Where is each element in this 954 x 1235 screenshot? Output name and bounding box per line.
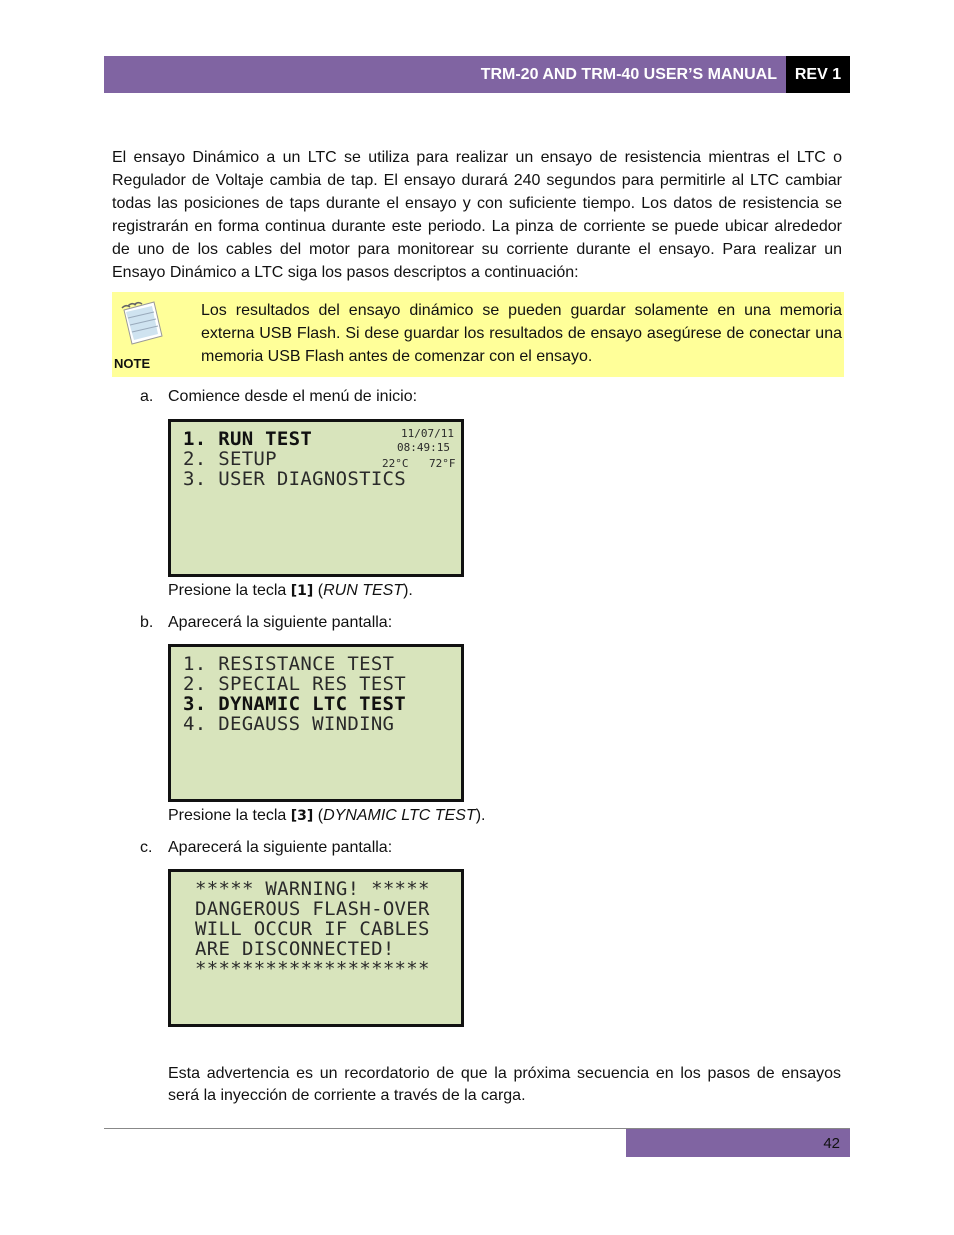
lcd-line: 1. RUN TEST [183, 428, 313, 450]
action-label: DYNAMIC LTC TEST [323, 807, 476, 824]
lcd-time: 08:49:15 [397, 441, 450, 454]
lcd-line: DANGEROUS FLASH-OVER [195, 898, 430, 920]
step-b-letter: b. [140, 614, 154, 631]
header-bar [104, 56, 786, 93]
note-label: NOTE [114, 356, 151, 371]
revision-badge [786, 56, 850, 93]
step-b-text: Aparecerá la siguiente pantalla: [168, 614, 393, 631]
lcd-line: 1. RESISTANCE TEST [183, 653, 395, 675]
press-prefix: Presione la tecla [168, 807, 287, 824]
lcd-screen-warning [168, 869, 464, 1027]
note-box [112, 292, 844, 377]
lcd-temp-f: 72°F [429, 457, 456, 470]
notepad-icon [116, 298, 168, 348]
lcd-line: ***** WARNING! ***** [195, 878, 430, 900]
manual-title: TRM-20 AND TRM-40 USER’S MANUAL [480, 65, 777, 83]
lcd-date: 11/07/11 [401, 427, 454, 440]
step-c-text: Aparecerá la siguiente pantalla: [168, 839, 393, 856]
lcd-line: 3. USER DIAGNOSTICS [183, 468, 407, 490]
key-label: [3] [290, 808, 314, 824]
lcd-line: 3. DYNAMIC LTC TEST [183, 693, 407, 715]
lcd-line: ARE DISCONNECTED! [195, 938, 395, 960]
lcd-line: 2. SPECIAL RES TEST [183, 673, 407, 695]
page-number: 42 [823, 1134, 840, 1152]
press-instruction-a: Presione la tecla [1] (RUN TEST). [168, 582, 413, 599]
step-c-letter: c. [140, 839, 153, 856]
press-prefix: Presione la tecla [168, 582, 287, 599]
step-a-letter: a. [140, 388, 154, 405]
lcd-line: 4. DEGAUSS WINDING [183, 713, 395, 735]
lcd-screen-main-menu [168, 419, 464, 577]
press-instruction-b: Presione la tecla [3] (DYNAMIC LTC TEST). [168, 807, 486, 824]
action-label: RUN TEST [323, 582, 404, 599]
note-text: Los resultados del ensayo dinámico se pueden guardar solamente en una memoria externa USB Flash. Si dese guardar los resultados de ensayo asegúrese de conectar una memoria USB Flash antes de comenzar con el ensayo. [201, 302, 842, 365]
step-a-text: Comience desde el menú de inicio: [168, 388, 418, 405]
closing-paragraph: Esta advertencia es un recordatorio de que la próxima secuencia en los pasos de ensayos será la inyección de corriente a través de la carga. [168, 1065, 841, 1104]
lcd-temp-c: 22°C [382, 457, 409, 470]
lcd-line: ******************** [195, 958, 430, 980]
footer-bar [626, 1129, 850, 1157]
key-label: [1] [290, 583, 314, 599]
lcd-line: 2. SETUP [183, 448, 277, 470]
lcd-line: WILL OCCUR IF CABLES [195, 918, 430, 940]
lcd-screen-test-menu [168, 644, 464, 802]
intro-paragraph: El ensayo Dinámico a un LTC se utiliza para realizar un ensayo de resistencia mientras el LTC o Regulador de Voltaje cambia de tap. El ensayo durará 240 segundos para permitirle al LTC cambiar todas las posiciones de taps durante el ensayo y con suficiente tiempo. Los datos de resistencia se registrarán en forma continua durante este periodo. La pinza de corriente se puede ubicar alrededor de uno de los cables del motor para monitorear su corriente durante el ensayo. Para realizar un Ensayo Dinámico a LTC siga los pasos descriptos a continuación: [112, 149, 842, 281]
revision-label: REV 1 [794, 65, 842, 83]
